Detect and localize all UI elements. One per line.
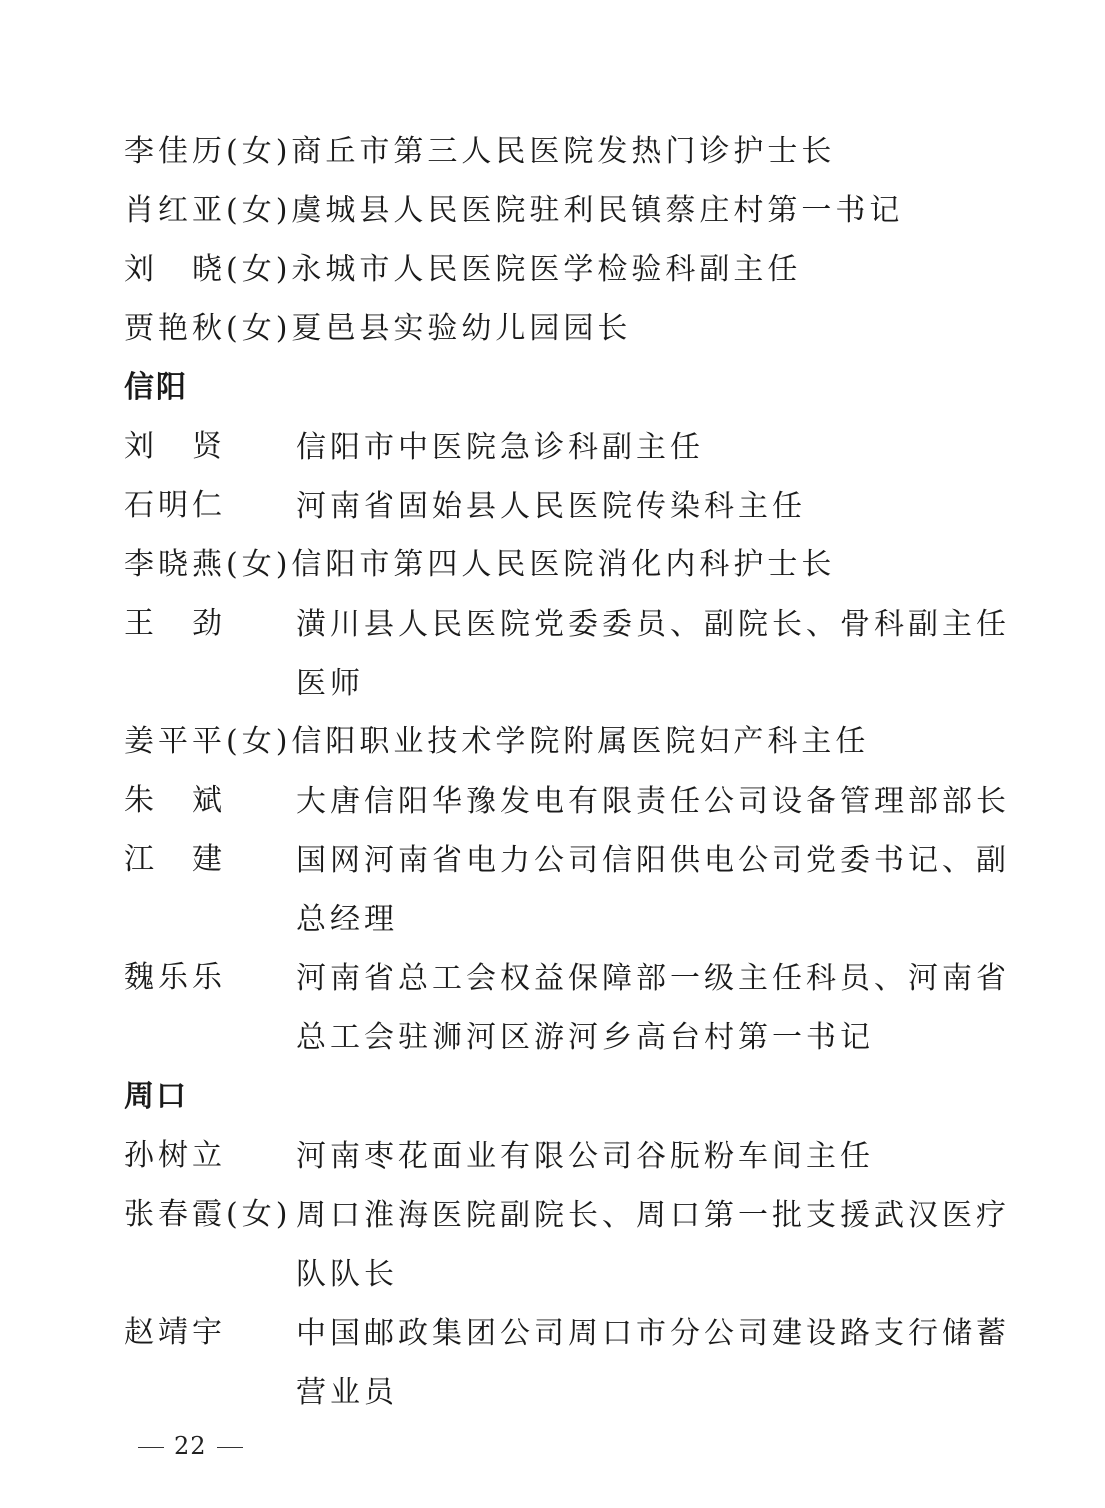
person-name: 肖红亚(女) [124, 193, 292, 228]
person-position: 信阳市中医院急诊科副主任 [296, 430, 704, 465]
list-item [124, 1197, 1024, 1292]
person-name: 王 劲 [124, 606, 226, 641]
person-name: 贾艳秋(女) [124, 311, 292, 346]
person-name: 孙树立 [124, 1138, 226, 1173]
person-position: 大唐信阳华豫发电有限责任公司设备管理部部长 [296, 784, 1010, 819]
person-position: 永城市人民医院医学检验科副主任 [291, 252, 802, 287]
person-name: 李晓燕(女) [124, 547, 292, 582]
list-item [124, 842, 1024, 937]
list-item [124, 960, 1024, 1055]
person-position: 信阳市第四人民医院消化内科护士长 [291, 547, 836, 582]
person-position: 潢川县人民医院党委委员、副院长、骨科副主任医师 [296, 607, 1010, 701]
person-position: 信阳职业技术学院附属医院妇产科主任 [291, 724, 870, 759]
person-name: 魏乐乐 [124, 960, 226, 995]
person-position: 虞城县人民医院驻利民镇蔡庄村第一书记 [291, 193, 904, 228]
person-position: 商丘市第三人民医院发热门诊护士长 [291, 134, 836, 169]
person-position: 河南枣花面业有限公司谷朊粉车间主任 [296, 1139, 874, 1174]
page-number: 22 [174, 1432, 207, 1460]
person-name: 朱 斌 [124, 783, 226, 818]
person-name: 姜平平(女) [124, 724, 292, 759]
person-position: 国网河南省电力公司信阳供电公司党委书记、副总经理 [296, 843, 1010, 937]
list-item [124, 252, 1024, 287]
person-name: 李佳历(女) [124, 134, 292, 169]
list-item [124, 193, 1024, 228]
person-position: 夏邑县实验幼儿园园长 [291, 311, 632, 346]
dash-left [138, 1447, 164, 1448]
person-name: 石明仁 [124, 488, 226, 523]
person-position: 中国邮政集团公司周口市分公司建设路支行储蓄营业员 [296, 1316, 1010, 1410]
section-heading-xinyang: 信阳 [124, 370, 188, 405]
list-item [124, 429, 1024, 465]
list-item [124, 1315, 1024, 1410]
person-name: 张春霞(女) [124, 1197, 292, 1232]
person-name: 江 建 [124, 842, 226, 877]
list-item [124, 1138, 1024, 1174]
page-footer [128, 1434, 253, 1458]
person-name: 刘 晓(女) [124, 252, 292, 287]
list-item [124, 547, 1024, 582]
person-position: 河南省总工会权益保障部一级主任科员、河南省总工会驻浉河区游河乡高台村第一书记 [296, 961, 1010, 1055]
dash-right [217, 1447, 243, 1448]
list-item [124, 783, 1024, 819]
list-item [124, 311, 1024, 346]
list-item [124, 724, 1024, 759]
section-heading-zhoukou: 周口 [124, 1079, 188, 1114]
list-item [124, 606, 1024, 701]
list-item [124, 488, 1024, 524]
person-position: 周口淮海医院副院长、周口第一批支援武汉医疗队队长 [296, 1198, 1010, 1292]
person-name: 赵靖宇 [124, 1315, 226, 1350]
person-position: 河南省固始县人民医院传染科主任 [296, 489, 806, 524]
list-item [124, 134, 1024, 169]
person-name: 刘 贤 [124, 429, 226, 464]
